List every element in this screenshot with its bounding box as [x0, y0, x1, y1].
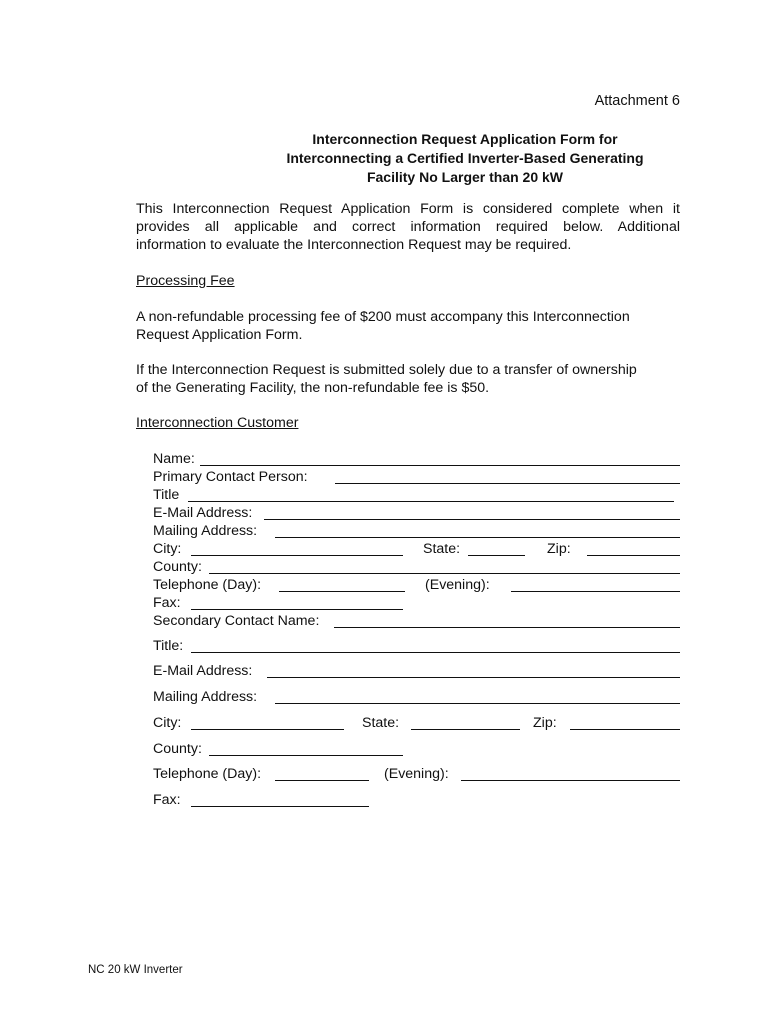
intro-line-3: information to evaluate the Interconnection Request may be required.	[136, 237, 572, 253]
evening2-label: (Evening):	[384, 766, 449, 782]
attachment-label: Attachment 6	[594, 93, 680, 109]
secondary-contact-row	[153, 612, 680, 630]
fax-row	[153, 594, 680, 612]
secondary-contact-field[interactable]	[334, 627, 680, 628]
title-row	[153, 486, 680, 504]
email-label: E-Mail Address:	[153, 505, 253, 521]
primary-contact-field[interactable]	[335, 483, 680, 484]
evening-label: (Evening):	[425, 577, 490, 593]
mailing2-field[interactable]	[275, 703, 680, 704]
form-title-line-3: Facility No Larger than 20 kW	[366, 169, 564, 185]
form-title-line-1: Interconnection Request Application Form for	[312, 131, 618, 147]
state2-label: State:	[362, 715, 400, 731]
city2-label: City:	[153, 715, 182, 731]
mailing-label: Mailing Address:	[153, 523, 258, 539]
fee-line-1: A non-refundable processing fee of $200 must accompany this Interconnection	[136, 309, 630, 325]
title2-row	[153, 637, 680, 655]
email2-field[interactable]	[267, 677, 680, 678]
zip2-field[interactable]	[570, 729, 680, 730]
email-row	[153, 504, 680, 522]
form-title-line-2: Interconnecting a Certified Inverter-Based Generating	[286, 150, 644, 166]
county2-label: County:	[153, 741, 202, 757]
intro-line-1: This Interconnection Request Application Form is considered complete when it	[136, 201, 680, 217]
title-label: Title	[153, 487, 180, 503]
primary-contact-label: Primary Contact Person:	[153, 469, 308, 485]
county2-row	[153, 740, 680, 758]
fee-paragraph	[136, 308, 680, 344]
mailing-field[interactable]	[275, 537, 680, 538]
telephone-day-label: Telephone (Day):	[153, 577, 262, 593]
city-row	[153, 540, 680, 558]
secondary-contact-label: Secondary Contact Name:	[153, 613, 320, 629]
city-label: City:	[153, 541, 182, 557]
county-label: County:	[153, 559, 202, 575]
mailing-row	[153, 522, 680, 540]
telephone-day2-label: Telephone (Day):	[153, 766, 262, 782]
intro-line-2: provides all applicable and correct information required below. Additional	[136, 219, 680, 235]
name-field[interactable]	[200, 465, 680, 466]
zip-label: Zip:	[547, 541, 571, 557]
name-row	[153, 450, 680, 468]
city2-field[interactable]	[191, 729, 344, 730]
zip-field[interactable]	[587, 555, 680, 556]
fax2-field[interactable]	[191, 806, 369, 807]
fax2-row	[153, 791, 680, 809]
state2-field[interactable]	[411, 729, 520, 730]
fee-line-2: Request Application Form.	[136, 327, 303, 343]
primary-contact-row	[153, 468, 680, 486]
telephone-day2-field[interactable]	[275, 780, 369, 781]
title-field[interactable]	[188, 501, 674, 502]
mailing2-row	[153, 688, 680, 706]
county-field[interactable]	[209, 573, 680, 574]
intro-paragraph	[136, 200, 680, 254]
county-row	[153, 558, 680, 576]
city-field[interactable]	[191, 555, 403, 556]
evening-field[interactable]	[511, 591, 680, 592]
email-field[interactable]	[264, 519, 680, 520]
evening2-field[interactable]	[461, 780, 680, 781]
page-footer: NC 20 kW Inverter	[88, 964, 183, 976]
telephone-row	[153, 576, 680, 594]
county2-field[interactable]	[209, 755, 403, 756]
title2-label: Title:	[153, 638, 184, 654]
city2-row	[153, 714, 680, 732]
form-title	[200, 130, 730, 187]
fax-field[interactable]	[191, 609, 403, 610]
state-label: State:	[423, 541, 461, 557]
fax-label: Fax:	[153, 595, 181, 611]
ownership-paragraph	[136, 361, 680, 397]
mailing2-label: Mailing Address:	[153, 689, 258, 705]
fax2-label: Fax:	[153, 792, 181, 808]
ownership-line-1: If the Interconnection Request is submitted solely due to a transfer of ownership	[136, 362, 637, 378]
state-field[interactable]	[468, 555, 525, 556]
processing-fee-heading: Processing Fee	[136, 273, 235, 289]
telephone2-row	[153, 765, 680, 783]
name-label: Name:	[153, 451, 195, 467]
ownership-line-2: of the Generating Facility, the non-refundable fee is $50.	[136, 380, 490, 396]
email2-label: E-Mail Address:	[153, 663, 253, 679]
title2-field[interactable]	[191, 652, 680, 653]
email2-row	[153, 662, 680, 680]
telephone-day-field[interactable]	[279, 591, 405, 592]
zip2-label: Zip:	[533, 715, 557, 731]
customer-heading: Interconnection Customer	[136, 415, 299, 431]
